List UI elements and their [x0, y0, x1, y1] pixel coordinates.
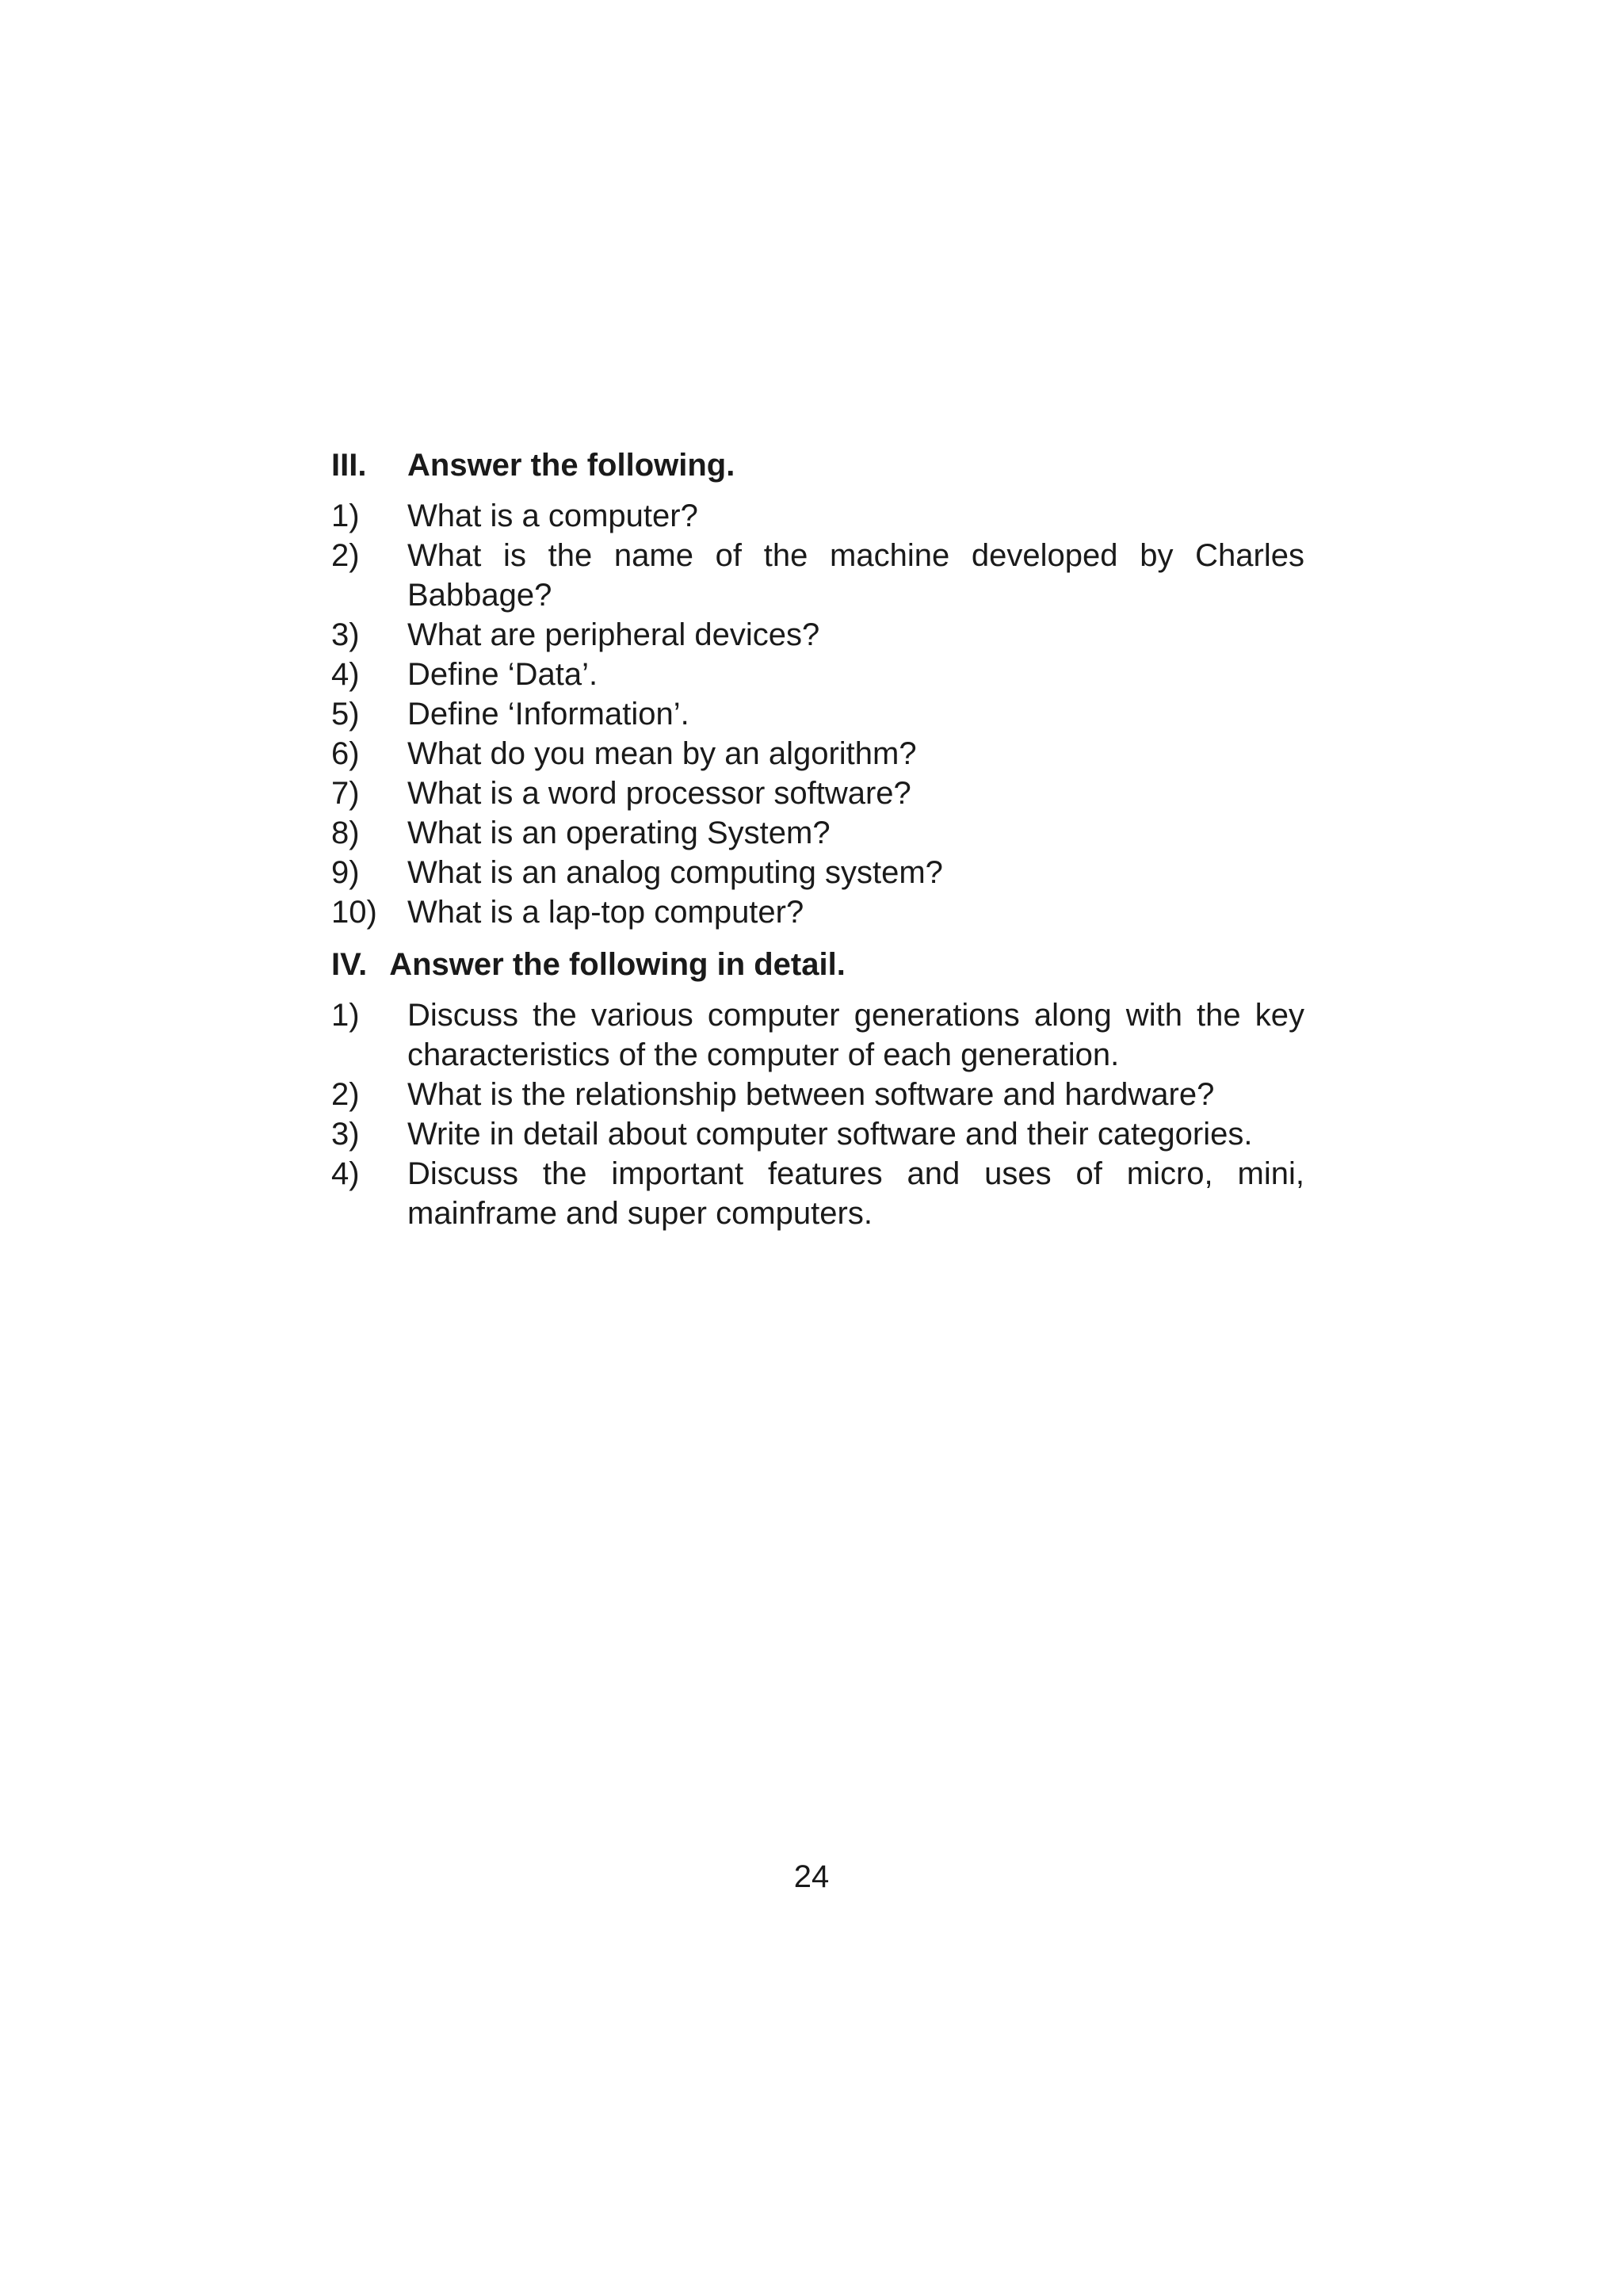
question-text: What is the name of the machine developed by Charles Babbage? — [407, 538, 1304, 613]
question-text: What is a computer? — [407, 499, 698, 533]
question-text: What is a lap-top computer? — [407, 895, 804, 930]
question-number: 4) — [331, 657, 360, 692]
section-spacer — [331, 932, 1304, 945]
question-number: 10) — [331, 895, 377, 930]
question-text: What is a word processor software? — [407, 776, 911, 811]
section-4-number: IV. — [331, 947, 368, 982]
list-item — [331, 1154, 1304, 1233]
list-item — [331, 1075, 1304, 1114]
question-number: 4) — [331, 1156, 360, 1191]
question-number: 3) — [331, 1117, 360, 1152]
question-number: 3) — [331, 617, 360, 652]
list-item — [331, 813, 1304, 853]
list-item — [331, 1114, 1304, 1154]
list-item — [331, 734, 1304, 774]
question-text: Define ‘Information’. — [407, 697, 689, 732]
question-text: What is the relationship between software and hardware? — [407, 1077, 1215, 1112]
question-number: 8) — [331, 816, 360, 850]
question-text: Write in detail about computer software and their categories. — [407, 1117, 1253, 1152]
question-number: 2) — [331, 1077, 360, 1112]
content-area — [331, 445, 1304, 1233]
question-text: What is an operating System? — [407, 816, 831, 850]
section-3-number: III. — [331, 448, 367, 483]
question-text: Define ‘Data’. — [407, 657, 598, 692]
question-text: What is an analog computing system? — [407, 855, 943, 890]
question-number: 9) — [331, 855, 360, 890]
list-item — [331, 694, 1304, 734]
list-item — [331, 615, 1304, 655]
question-number: 6) — [331, 736, 360, 771]
question-number: 1) — [331, 499, 360, 533]
question-text: What do you mean by an algorithm? — [407, 736, 917, 771]
question-text: What are peripheral devices? — [407, 617, 820, 652]
question-text: Discuss the important features and uses of micro, mini, mainframe and super computers. — [407, 1156, 1304, 1231]
section-4-title: Answer the following in detail. — [389, 947, 846, 982]
section-3-title: Answer the following. — [407, 448, 735, 483]
list-item — [331, 995, 1304, 1075]
question-number: 2) — [331, 538, 360, 573]
question-number: 7) — [331, 776, 360, 811]
list-item — [331, 655, 1304, 694]
list-item — [331, 774, 1304, 813]
list-item — [331, 853, 1304, 892]
question-number: 1) — [331, 998, 360, 1033]
list-item — [331, 892, 1304, 932]
list-item — [331, 536, 1304, 615]
page-number: 24 — [793, 1859, 830, 1894]
section-3-heading — [331, 445, 1304, 485]
question-number: 5) — [331, 697, 360, 732]
list-item — [331, 496, 1304, 536]
section-4-heading — [331, 945, 1304, 984]
question-text: Discuss the various computer generations along with the key characteristics of the computer of each generation. — [407, 998, 1304, 1072]
